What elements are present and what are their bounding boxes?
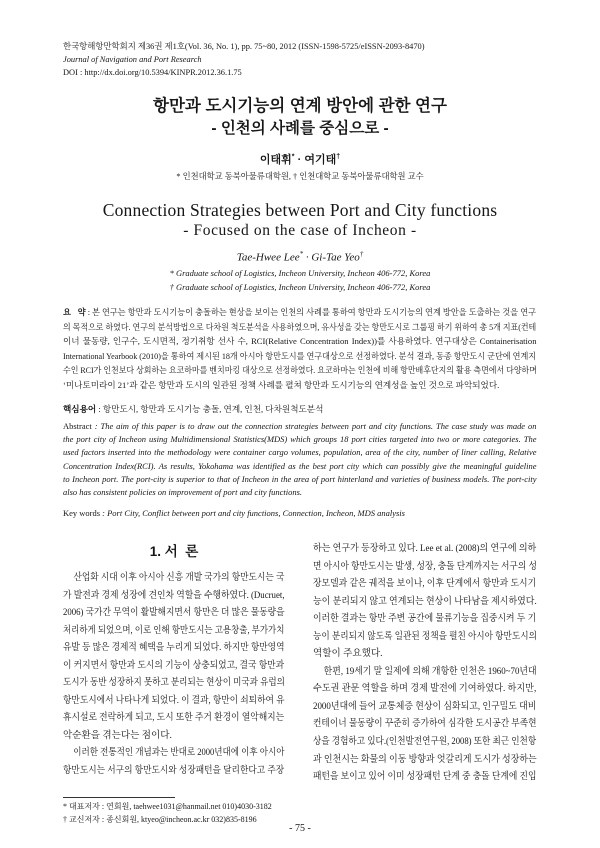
doi-line: DOI : http://dx.doi.org/10.5394/KINPR.2012.36.1.75 <box>63 67 242 77</box>
body-paragraph <box>63 569 285 744</box>
abstract-en <box>63 420 537 499</box>
footnote: * 대표저자 : 연회원, taehwee1031@hanmail.net 010)4030-3182 <box>63 802 272 811</box>
abstract-en-line: used factors inserted into the methodology were container cargo volumes, population, area of the city, number of liner calling, Relative <box>63 447 537 458</box>
journal-citation-line: 한국항해항만학회지 제36권 제1호(Vol. 36, No. 1), pp. 75~80, 2012 (ISSN-1598-5725/eISSN-2093-8470) <box>63 42 425 51</box>
abstract-en-line: the port city of Incheon using Multidimensional Statistics(MDS) which groups 18 port cities targeted into two or more categories. The <box>63 434 537 445</box>
body-line: 한편, 19세기 말 일제에 의해 개항한 인천은 1960~70년대 <box>323 665 537 677</box>
body-line: 도시가 동반 성장하지 못하고 분리되는 현상이 미국과 유럽의 <box>63 677 285 689</box>
body-line: 컨테이너 물동량이 꾸준히 증가하여 심각한 도시공간 부족현 <box>313 718 537 730</box>
page-number: - 75 - <box>289 823 311 834</box>
author-name: 여기태 <box>304 154 337 166</box>
affiliations-en <box>0 266 600 294</box>
author-separator: · <box>305 251 309 264</box>
keywords-en <box>63 507 537 520</box>
body-line: 상을 경험하고 있다.(인천발전연구원, 2008) 또한 최근 인천항 <box>313 736 537 748</box>
paper-title-en: Connection Strategies between Port and City functions <box>102 200 498 220</box>
affiliation-ko: * 인천대학교 동북아물류대학원, † 인천대학교 동북아물류대학원 교수 <box>176 172 424 181</box>
body-line: 2006) 국가간 무역이 활발해지면서 항만은 더 많은 물동량을 <box>63 607 285 619</box>
body-line: 산업화 시대 이후 아시아 신흥 개발 국가의 항만도시는 국 <box>73 572 285 583</box>
body-line: 장모델과 같은 궤적을 보이나, 이후 단계에서 항만과 도시기 <box>313 578 537 590</box>
author-mark: * <box>291 153 295 161</box>
abstract-en-line: also has consistent policies on improvement of port and city functions. <box>63 487 303 498</box>
abstract-en-line: to Incheon port. The port-city is superior to that of Incheon in the area of port hinterland and varieties of business models. The port-city <box>63 473 537 484</box>
author-list-en <box>0 250 600 264</box>
affiliation-en: * Graduate school of Logistics, Incheon University, Incheon 406-772, Korea <box>169 268 431 278</box>
abstract-ko-line: 이너 물동량, 인구수, 도시면적, 정기취항 선사 수, RCI(Relative Concentration Index))를 사용하였다. 연구대상은 Containerisation <box>63 336 537 347</box>
affiliation-en: † Graduate school of Logistics, Incheon University, Incheon 406-772, Korea <box>169 282 431 292</box>
body-line: 역할이 주요했다. <box>313 648 383 660</box>
abstract-ko-line <box>63 305 537 320</box>
keywords-ko-text: : 항만도시, 항만과 도시기능 충돌, 연계, 인천, 다차원척도분석 <box>98 404 324 414</box>
body-line: 악순환을 겪는다는 점이다. <box>63 729 172 741</box>
body-line: 패턴을 보이고 있어 이미 성장패턴 단계 중 충돌 단계에 진입 <box>313 771 537 783</box>
abstract-ko-text: : 본 연구는 항만과 도시기능이 충돌하는 현상을 보이는 인천의 사례를 통하여 항만과 도시기능의 연계 방안을 도출하는 것을 연구 <box>87 307 537 317</box>
author-name: Tae-Hwee Lee <box>236 251 300 264</box>
body-column-right <box>313 540 537 786</box>
paper-title-ko: 항만과 도시기능의 연계 방안에 관한 연구 <box>153 97 447 115</box>
abstract-ko-line: 의 목적으로 하였다. 연구의 분석방법으로 다차원 척도분석을 사용하였으며, 유사성을 갖는 항만도시로 그룹핑 하기 위하여 총 5개 지표(컨테 <box>63 321 537 332</box>
body-line: 이 커지면서 항만과 도시의 기능이 상충되었고, 결국 항만과 <box>63 659 285 671</box>
author-mark: † <box>359 250 364 258</box>
journal-name-en: Journal of Navigation and Port Research <box>63 54 202 64</box>
paper-subtitle-en: - Focused on the case of Incheon - <box>183 222 417 239</box>
abstract-ko-line: International Yearbook (2010)을 통하여 제시된 18개 아시아 항만도시를 연구대상으로 선정하였다. 분석 결과, 동종 항만도시 군단에 연계지 <box>63 350 537 361</box>
body-paragraph <box>313 540 537 663</box>
abstract-ko-label: 요 약 <box>63 307 86 317</box>
keywords-en-line <box>63 507 537 520</box>
keywords-ko-label: 핵심용어 <box>63 404 97 414</box>
running-header <box>63 41 537 79</box>
body-line: 처리하게 되었으며, 이로 인해 항만도시는 고용창출, 부가가치 <box>63 624 285 636</box>
abstract-ko <box>63 305 537 393</box>
keywords-en-text: : Port City, Conflict between port and city functions, Connection, Incheon, MDS analysis <box>102 508 405 518</box>
abstract-en-body <box>63 420 537 499</box>
author-name: 이태휘 <box>259 154 292 166</box>
body-line: 과 인천시는 화물의 이동 방향과 엇갈리게 도시가 성장하는 <box>313 753 537 765</box>
abstract-en-line: Concentration Index(RCI). As results, Yokohama was identified as the best port city which can possibly give the meaningful guideline <box>63 460 537 471</box>
abstract-ko-line: 수인 RCI가 인천보다 상회하는 요코하마를 벤치마킹 대상으로 선정하였다. 요코하마는 인천에 비해 항만배후단지의 활용 측면에서 다양하며 <box>63 365 537 376</box>
author-mark: † <box>336 153 341 161</box>
body-line: 수도권 관문 역할을 하며 경제 발전에 기여하였다. 하지만, <box>313 683 537 695</box>
body-line: 항만도시는 서구의 항만도시와 성장패턴을 달리한다고 주장 <box>63 765 285 777</box>
body-line: 이러한 결과는 항만 주변 공간에 물류기능을 집중시켜 두 기 <box>313 613 537 625</box>
body-line: 2000년대에 들어 교통체증 현상이 심화되고, 인구밀도 대비 <box>313 700 537 712</box>
keywords-ko-line <box>63 402 537 416</box>
body-line: 유발 등 많은 경제적 혜택을 누리게 되었다. 하지만 항만영역 <box>63 642 285 654</box>
paper-subtitle-ko: - 인천의 사례를 중심으로 - <box>211 120 389 137</box>
footnote-rule <box>63 797 175 798</box>
body-line: 항만도시에서 나타나게 되었다. 이 결과, 항만이 쇠퇴하여 유 <box>63 694 285 706</box>
body-line: 하는 연구가 등장하고 있다. Lee et al. (2008)의 연구에 의하 <box>313 543 537 554</box>
author-name: Gi-Tae Yeo <box>311 251 360 264</box>
body-line: 능이 분리되지 않고 연계되는 현상이 나타남을 제시하였다. <box>313 595 537 607</box>
body-line: 이러한 전통적인 개념과는 반대로 2000년대에 이후 아시아 <box>73 747 285 759</box>
abstract-ko-line: ‘미나토미라이 21’과 같은 항만과 도시의 일관된 정책 사례를 펼쳐 항만과 도시기능의 연계성을 높인 것으로 파악되었다. <box>63 379 500 390</box>
body-line: 가 발전과 경제 성장에 견인차 역할을 수행하였다. (Ducruet, <box>63 589 285 601</box>
body-column-left <box>63 569 285 780</box>
keywords-ko <box>63 402 537 416</box>
body-paragraph <box>313 663 537 786</box>
abstract-en-label: Abstract <box>63 421 92 431</box>
keywords-en-label: Key words <box>63 508 101 518</box>
author-separator: · <box>297 154 302 166</box>
body-line: 휴시설로 전락하게 되고, 도시 또한 주거 환경이 열악해지는 <box>63 712 285 724</box>
section-heading: 1. 서 론 <box>149 544 199 559</box>
body-paragraph <box>63 744 285 779</box>
abstract-ko-body <box>63 305 537 393</box>
abstract-en-text: : The aim of this paper is to draw out the connection strategies between port and city functions. The case study was made on <box>94 421 537 431</box>
body-line: 면 아시아 항만도시는 발생, 성장, 충돌 단계까지는 서구의 성 <box>313 560 537 572</box>
author-mark: * <box>299 250 304 258</box>
body-line: 능이 분리되지 않도록 일관된 정책을 펼친 아시아 항만도시의 <box>313 630 537 642</box>
footnote: † 교신저자 : 종신회원, ktyeo@incheon.ac.kr 032)835-8196 <box>63 815 257 824</box>
abstract-en-line <box>63 420 537 433</box>
author-list-ko <box>0 151 600 167</box>
